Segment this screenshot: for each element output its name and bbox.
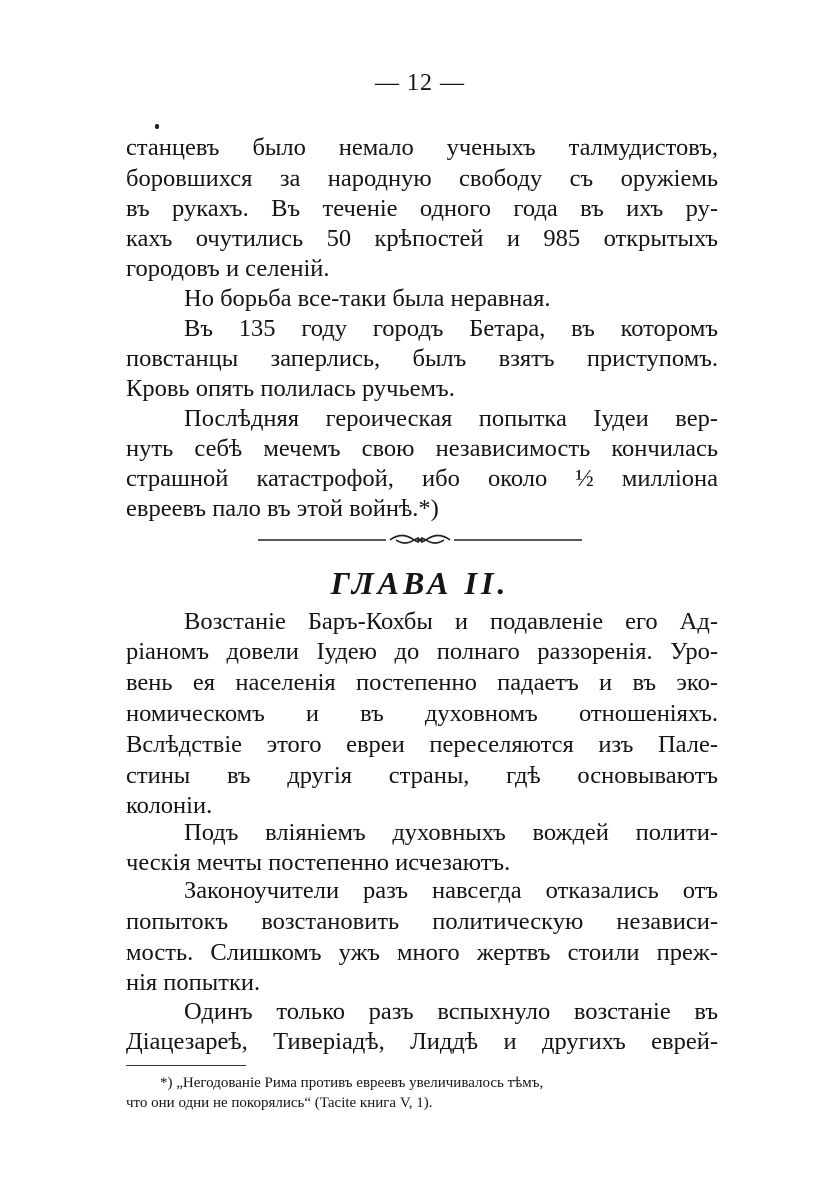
text-line: нуть себѣ мечемъ свою независимость кончилась xyxy=(126,435,718,462)
text-line: страшной катастрофой, ибо около ½ милліона xyxy=(126,465,718,492)
page-number: — 12 — xyxy=(375,70,465,96)
text-line: повстанцы заперлись, былъ взятъ приступомъ. xyxy=(126,345,718,372)
text-line: Подъ вліяніемъ духовныхъ вождей полити- xyxy=(184,819,718,846)
text-line: стины въ другія страны, гдѣ основываютъ xyxy=(126,762,718,789)
text-line: Возстаніе Баръ-Кохбы и подавленіе его Ад- xyxy=(184,608,718,635)
text-line: Въ 135 году городъ Бетара, въ которомъ xyxy=(184,315,718,342)
text-line: нія попытки. xyxy=(126,969,261,996)
text-line: попытокъ возстановить политическую независи- xyxy=(126,908,718,935)
text-line: колоніи. xyxy=(126,792,213,819)
ink-speck xyxy=(155,124,159,129)
text-line: боровшихся за народную свободу съ оружіемь xyxy=(126,165,718,192)
text-line: въ рукахъ. Въ теченіе одного года въ ихъ ру- xyxy=(126,195,718,222)
text-line: Послѣдняя героическая попытка Іудеи вер- xyxy=(184,405,718,432)
text-line: вень ея населенія постепенно падаетъ и въ эко- xyxy=(126,669,718,696)
text-line: Вслѣдствіе этого евреи переселяются изъ Пале- xyxy=(126,731,718,758)
text-line: Но борьба все-таки была неравная. xyxy=(184,285,551,312)
text-line: мость. Слишкомъ ужъ много жертвъ стоили преж- xyxy=(126,939,718,966)
text-line: номическомъ и въ духовномъ отношеніяхъ. xyxy=(126,700,718,727)
footnote-line: *) „Негодованіе Рима противъ евреевъ увеличивалось тѣмъ, xyxy=(160,1075,544,1091)
text-line: кахъ очутились 50 крѣпостей и 985 открытыхъ xyxy=(126,225,718,252)
text-line: городовъ и селеній. xyxy=(126,255,330,282)
text-line: Законоучители разъ навсегда отказались отъ xyxy=(184,877,718,904)
ornamental-divider xyxy=(258,530,582,550)
text-line: Одинъ только разъ вспыхнуло возстаніе въ xyxy=(184,998,718,1025)
chapter-title: ГЛАВА II. xyxy=(330,565,510,601)
text-line: ческія мечты постепенно исчезаютъ. xyxy=(126,849,511,876)
text-line: Кровь опять полилась ручьемъ. xyxy=(126,375,455,402)
text-line: Діацезареѣ, Тиверіадѣ, Лиддѣ и другихъ еврей- xyxy=(126,1028,718,1055)
text-line: ріаномъ довели Іудею до полнаго раззоренія. Уро- xyxy=(126,638,718,665)
footnote-rule xyxy=(126,1065,246,1066)
text-line: станцевъ было немало ученыхъ талмудистовъ, xyxy=(126,134,718,161)
text-line: евреевъ пало въ этой войнѣ.*) xyxy=(126,495,439,522)
footnote-line: что они одни не покорялись“ (Tacite книга V, 1). xyxy=(126,1095,433,1111)
